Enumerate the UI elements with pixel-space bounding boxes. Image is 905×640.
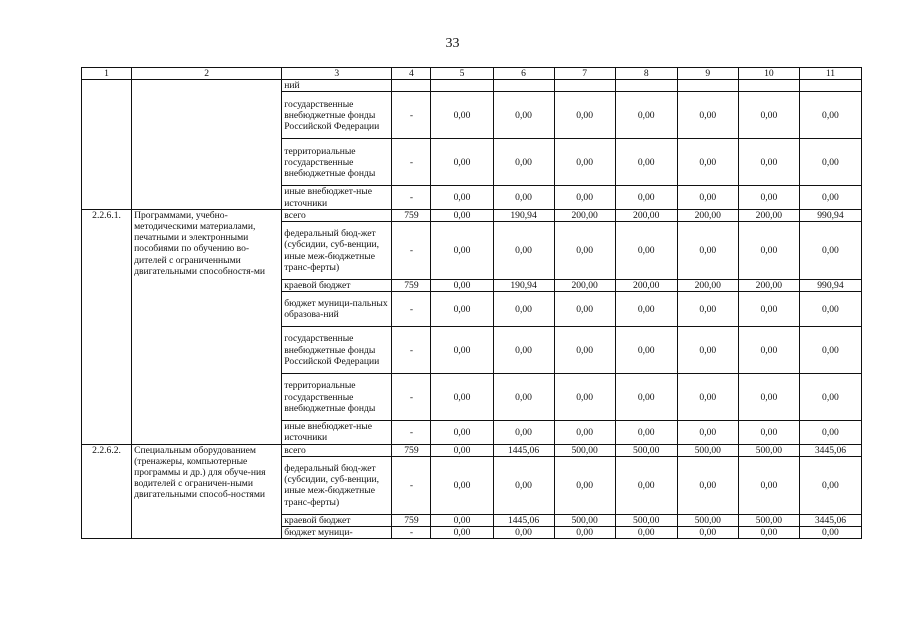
value-col-6: 190,94 xyxy=(493,280,554,292)
value-col-5: 0,00 xyxy=(431,327,493,374)
funding-source: территориальные государственные внебюджетные фонды xyxy=(282,374,392,421)
value-col-10: 0,00 xyxy=(738,292,799,327)
funding-source: государственные внебюджетные фонды Российской Федерации xyxy=(282,92,392,139)
item-name xyxy=(132,80,282,210)
funding-source: бюджет муници- xyxy=(282,527,392,539)
value-col-7: 0,00 xyxy=(554,527,615,539)
value-col-8: 0,00 xyxy=(615,186,677,209)
value-col-5: 0,00 xyxy=(431,514,493,526)
value-col-10: 0,00 xyxy=(738,527,799,539)
value-col-11 xyxy=(799,80,861,92)
budget-table xyxy=(81,67,862,539)
value-col-10: 500,00 xyxy=(738,514,799,526)
table-row xyxy=(82,209,862,221)
value-col-8: 0,00 xyxy=(615,527,677,539)
value-col-10: 0,00 xyxy=(738,139,799,186)
value-col-8: 0,00 xyxy=(615,92,677,139)
column-header-1: 1 xyxy=(82,68,132,80)
funding-source: ний xyxy=(282,80,392,92)
funding-source: территориальные государственные внебюджетные фонды xyxy=(282,139,392,186)
column-header-3: 3 xyxy=(282,68,392,80)
value-col-4: - xyxy=(392,92,431,139)
value-col-10: 0,00 xyxy=(738,222,799,280)
funding-source: бюджет муници-пальных образова-ний xyxy=(282,292,392,327)
value-col-11: 3445,06 xyxy=(799,444,861,456)
funding-source: всего xyxy=(282,209,392,221)
value-col-6: 1445,06 xyxy=(493,514,554,526)
value-col-11: 990,94 xyxy=(799,280,861,292)
value-col-9: 200,00 xyxy=(677,280,738,292)
value-col-4: - xyxy=(392,186,431,209)
value-col-10 xyxy=(738,80,799,92)
value-col-6: 0,00 xyxy=(493,527,554,539)
value-col-9: 0,00 xyxy=(677,327,738,374)
value-col-8: 0,00 xyxy=(615,327,677,374)
value-col-6: 0,00 xyxy=(493,92,554,139)
value-col-6: 190,94 xyxy=(493,209,554,221)
value-col-8: 200,00 xyxy=(615,280,677,292)
value-col-8: 0,00 xyxy=(615,421,677,444)
value-col-8: 0,00 xyxy=(615,222,677,280)
value-col-7: 0,00 xyxy=(554,139,615,186)
value-col-9: 0,00 xyxy=(677,374,738,421)
value-col-6: 1445,06 xyxy=(493,444,554,456)
value-col-8: 500,00 xyxy=(615,444,677,456)
value-col-9: 500,00 xyxy=(677,444,738,456)
value-col-5: 0,00 xyxy=(431,527,493,539)
value-col-5: 0,00 xyxy=(431,444,493,456)
value-col-8: 0,00 xyxy=(615,456,677,514)
value-col-4 xyxy=(392,80,431,92)
value-col-9 xyxy=(677,80,738,92)
value-col-5: 0,00 xyxy=(431,209,493,221)
column-header-2: 2 xyxy=(132,68,282,80)
value-col-11: 0,00 xyxy=(799,139,861,186)
value-col-5: 0,00 xyxy=(431,292,493,327)
header-row xyxy=(82,68,862,80)
value-col-7 xyxy=(554,80,615,92)
funding-source: государственные внебюджетные фонды Российской Федерации xyxy=(282,327,392,374)
value-col-5: 0,00 xyxy=(431,374,493,421)
item-code: 2.2.6.2. xyxy=(82,444,132,539)
value-col-11: 0,00 xyxy=(799,327,861,374)
value-col-11: 0,00 xyxy=(799,186,861,209)
value-col-7: 0,00 xyxy=(554,292,615,327)
funding-source: всего xyxy=(282,444,392,456)
column-header-10: 10 xyxy=(738,68,799,80)
value-col-6 xyxy=(493,80,554,92)
value-col-7: 0,00 xyxy=(554,186,615,209)
value-col-5: 0,00 xyxy=(431,421,493,444)
item-code xyxy=(82,80,132,210)
value-col-6: 0,00 xyxy=(493,186,554,209)
value-col-5 xyxy=(431,80,493,92)
funding-source: краевой бюджет xyxy=(282,280,392,292)
value-col-8: 0,00 xyxy=(615,139,677,186)
value-col-7: 0,00 xyxy=(554,421,615,444)
value-col-6: 0,00 xyxy=(493,374,554,421)
value-col-9: 200,00 xyxy=(677,209,738,221)
value-col-4: 759 xyxy=(392,514,431,526)
value-col-7: 0,00 xyxy=(554,92,615,139)
value-col-4: - xyxy=(392,421,431,444)
table-row xyxy=(82,80,862,92)
value-col-10: 0,00 xyxy=(738,186,799,209)
value-col-8: 0,00 xyxy=(615,374,677,421)
value-col-4: - xyxy=(392,527,431,539)
column-header-8: 8 xyxy=(615,68,677,80)
value-col-7: 200,00 xyxy=(554,280,615,292)
value-col-11: 990,94 xyxy=(799,209,861,221)
value-col-6: 0,00 xyxy=(493,421,554,444)
value-col-9: 0,00 xyxy=(677,292,738,327)
value-col-10: 0,00 xyxy=(738,92,799,139)
funding-source: федеральный бюд-жет (субсидии, суб-венции, иные меж-бюджетные транс-ферты) xyxy=(282,456,392,514)
value-col-7: 0,00 xyxy=(554,456,615,514)
column-header-11: 11 xyxy=(799,68,861,80)
value-col-5: 0,00 xyxy=(431,222,493,280)
value-col-9: 0,00 xyxy=(677,222,738,280)
value-col-9: 0,00 xyxy=(677,186,738,209)
value-col-9: 500,00 xyxy=(677,514,738,526)
value-col-4: - xyxy=(392,222,431,280)
column-header-9: 9 xyxy=(677,68,738,80)
value-col-4: 759 xyxy=(392,280,431,292)
value-col-4: 759 xyxy=(392,209,431,221)
funding-source: федеральный бюд-жет (субсидии, суб-венции, иные меж-бюджетные транс-ферты) xyxy=(282,222,392,280)
value-col-11: 0,00 xyxy=(799,456,861,514)
value-col-10: 500,00 xyxy=(738,444,799,456)
value-col-9: 0,00 xyxy=(677,139,738,186)
value-col-8: 500,00 xyxy=(615,514,677,526)
item-name: Программами, учебно-методическими материалами, печатными и электронными пособиями по обучению во-дителей с ограниченными двигательными способностя-ми xyxy=(132,209,282,444)
value-col-4: - xyxy=(392,327,431,374)
value-col-9: 0,00 xyxy=(677,92,738,139)
funding-source: иные внебюджет-ные источники xyxy=(282,421,392,444)
value-col-11: 0,00 xyxy=(799,292,861,327)
value-col-11: 0,00 xyxy=(799,222,861,280)
value-col-5: 0,00 xyxy=(431,139,493,186)
value-col-11: 0,00 xyxy=(799,374,861,421)
value-col-4: - xyxy=(392,374,431,421)
value-col-6: 0,00 xyxy=(493,327,554,374)
value-col-7: 0,00 xyxy=(554,222,615,280)
value-col-8: 0,00 xyxy=(615,292,677,327)
value-col-8 xyxy=(615,80,677,92)
column-header-7: 7 xyxy=(554,68,615,80)
value-col-5: 0,00 xyxy=(431,92,493,139)
value-col-11: 0,00 xyxy=(799,421,861,444)
value-col-10: 0,00 xyxy=(738,374,799,421)
value-col-7: 0,00 xyxy=(554,327,615,374)
value-col-9: 0,00 xyxy=(677,456,738,514)
page-number: 33 xyxy=(445,36,460,51)
value-col-6: 0,00 xyxy=(493,139,554,186)
value-col-10: 0,00 xyxy=(738,421,799,444)
value-col-5: 0,00 xyxy=(431,280,493,292)
value-col-4: - xyxy=(392,292,431,327)
value-col-7: 200,00 xyxy=(554,209,615,221)
value-col-7: 500,00 xyxy=(554,514,615,526)
table-row xyxy=(82,444,862,456)
column-header-5: 5 xyxy=(431,68,493,80)
value-col-11: 3445,06 xyxy=(799,514,861,526)
value-col-4: 759 xyxy=(392,444,431,456)
item-code: 2.2.6.1. xyxy=(82,209,132,444)
column-header-6: 6 xyxy=(493,68,554,80)
value-col-8: 200,00 xyxy=(615,209,677,221)
column-header-4: 4 xyxy=(392,68,431,80)
value-col-6: 0,00 xyxy=(493,222,554,280)
funding-source: краевой бюджет xyxy=(282,514,392,526)
value-col-9: 0,00 xyxy=(677,421,738,444)
value-col-7: 500,00 xyxy=(554,444,615,456)
value-col-5: 0,00 xyxy=(431,186,493,209)
value-col-4: - xyxy=(392,139,431,186)
value-col-11: 0,00 xyxy=(799,527,861,539)
item-name: Специальным оборудованием (тренажеры, компьютерные программы и др.) для обуче-ния водителей с ограничен-ными двигательными способ-ностями xyxy=(132,444,282,539)
value-col-11: 0,00 xyxy=(799,92,861,139)
value-col-5: 0,00 xyxy=(431,456,493,514)
value-col-10: 200,00 xyxy=(738,209,799,221)
value-col-10: 0,00 xyxy=(738,327,799,374)
value-col-9: 0,00 xyxy=(677,527,738,539)
value-col-10: 0,00 xyxy=(738,456,799,514)
funding-source: иные внебюджет-ные источники xyxy=(282,186,392,209)
value-col-7: 0,00 xyxy=(554,374,615,421)
value-col-6: 0,00 xyxy=(493,456,554,514)
value-col-4: - xyxy=(392,456,431,514)
value-col-6: 0,00 xyxy=(493,292,554,327)
value-col-10: 200,00 xyxy=(738,280,799,292)
